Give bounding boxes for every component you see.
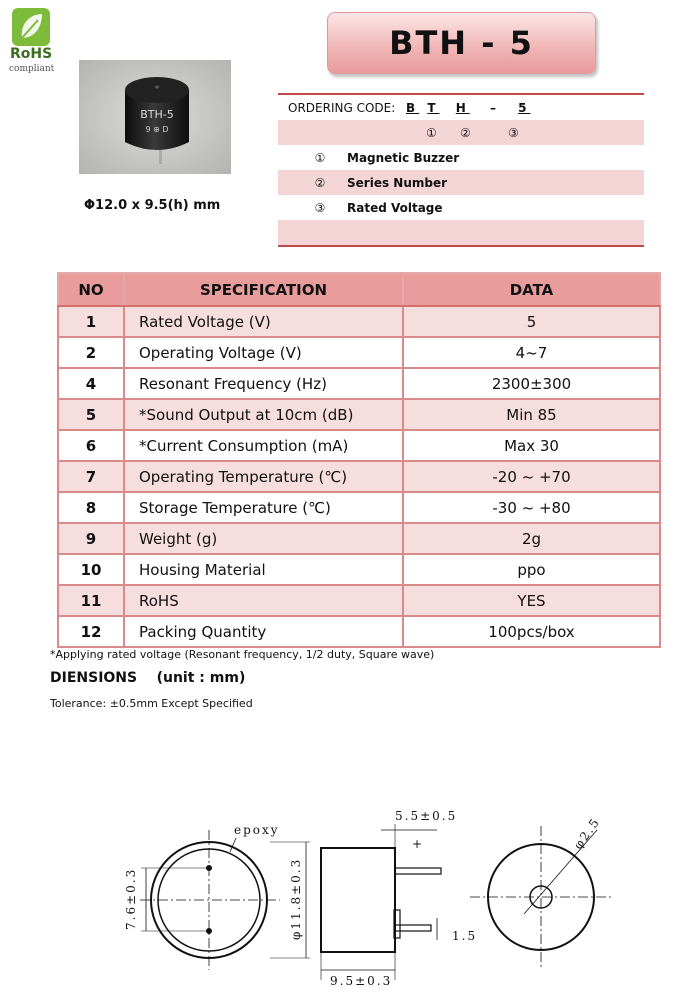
cell-no: 10 [58,554,124,585]
cell-no: 2 [58,337,124,368]
table-row [58,399,660,430]
marker: ③ [508,125,519,140]
code-letter: 5 [518,100,531,115]
epoxy-label: epoxy [234,823,280,837]
cell-spec: Rated Voltage (V) [124,306,403,337]
cell-spec: Weight (g) [124,523,403,554]
cell-data: 5 [403,306,660,337]
header-spec: SPECIFICATION [124,273,403,306]
table-row [58,554,660,585]
item-label: Rated Voltage [347,200,443,215]
item-label: Magnetic Buzzer [347,150,460,165]
ordering-item [278,170,644,195]
photo-marking: 9 ⊕ D [145,125,169,134]
dim-11.8: φ11.8±0.3 [289,857,303,940]
product-photo [79,60,231,174]
ordering-code-block [278,93,644,247]
cell-spec: Resonant Frequency (Hz) [124,368,403,399]
cell-no: 1 [58,306,124,337]
tolerance-note: Tolerance: ±0.5mm Except Specified [50,697,253,710]
table-row [58,492,660,523]
cell-spec: *Current Consumption (mA) [124,430,403,461]
cell-no: 12 [58,616,124,647]
table-row [58,616,660,647]
code-letter: H [455,100,470,115]
title-banner [327,12,596,74]
table-header-row [58,273,660,306]
leaf-icon [12,8,50,46]
dimension-drawing [0,790,676,1004]
table-row [58,461,660,492]
ordering-code-row [278,95,644,120]
cell-spec: RoHS [124,585,403,616]
divider [278,245,644,247]
rohs-text: RoHS [10,46,53,62]
page-title: BTH - 5 [389,24,534,62]
item-number: ③ [314,200,326,215]
cell-no: 11 [58,585,124,616]
table-row [58,523,660,554]
marker: ② [460,125,471,140]
item-number: ② [314,175,326,190]
dim-5.5: 5.5±0.5 [395,809,458,823]
code-letter: T [427,100,440,115]
table-row [58,337,660,368]
ordering-markers-row [278,120,644,145]
back-view [470,815,612,968]
ordering-code-label: ORDERING CODE: [288,100,396,115]
table-row [58,306,660,337]
photo-label: BTH-5 [140,108,174,121]
cell-data: 2g [403,523,660,554]
front-view [124,823,310,970]
cell-no: 4 [58,368,124,399]
ordering-item [278,195,644,220]
cell-data: Min 85 [403,399,660,430]
cell-data: Max 30 [403,430,660,461]
side-view [289,809,477,988]
cell-data: -20 ~ +70 [403,461,660,492]
cell-data: ppo [403,554,660,585]
cell-data: 100pcs/box [403,616,660,647]
ordering-code-value [406,101,531,115]
dim-7.6: 7.6±0.3 [124,867,138,930]
plus-marker: + [412,837,423,851]
footnote: *Applying rated voltage (Resonant frequency, 1/2 duty, Square wave) [50,648,435,661]
marker: ① [426,125,437,140]
cell-no: 8 [58,492,124,523]
rohs-logo [8,8,54,78]
cell-spec: Operating Temperature (℃) [124,461,403,492]
table-row [58,585,660,616]
dim-2.5: φ2.5 [570,814,603,852]
table-row [58,430,660,461]
cell-no: 5 [58,399,124,430]
cell-no: 9 [58,523,124,554]
cell-spec: *Sound Output at 10cm (dB) [124,399,403,430]
cell-data: 2300±300 [403,368,660,399]
table-row [58,368,660,399]
dim-9.5: 9.5±0.3 [330,974,393,988]
header-no: NO [58,273,124,306]
cell-data: YES [403,585,660,616]
cell-no: 7 [58,461,124,492]
header-data: DATA [403,273,660,306]
dimensions-heading: DIENSIONS (unit : mm) [50,670,246,686]
cell-spec: Storage Temperature (℃) [124,492,403,523]
rohs-sub: compliant [9,64,55,74]
cell-spec: Operating Voltage (V) [124,337,403,368]
cell-spec: Packing Quantity [124,616,403,647]
cell-data: 4~7 [403,337,660,368]
item-number: ① [314,150,326,165]
cell-spec: Housing Material [124,554,403,585]
cell-data: -30 ~ +80 [403,492,660,523]
item-label: Series Number [347,175,448,190]
spec-table [57,272,661,648]
ordering-item [278,145,644,170]
ordering-empty-row [278,220,644,245]
product-caption: Φ12.0 x 9.5(h) mm [84,198,221,213]
cell-no: 6 [58,430,124,461]
dim-1.5: 1.5 [452,929,478,943]
code-dash: – [489,100,500,115]
code-letter: B [406,100,420,115]
